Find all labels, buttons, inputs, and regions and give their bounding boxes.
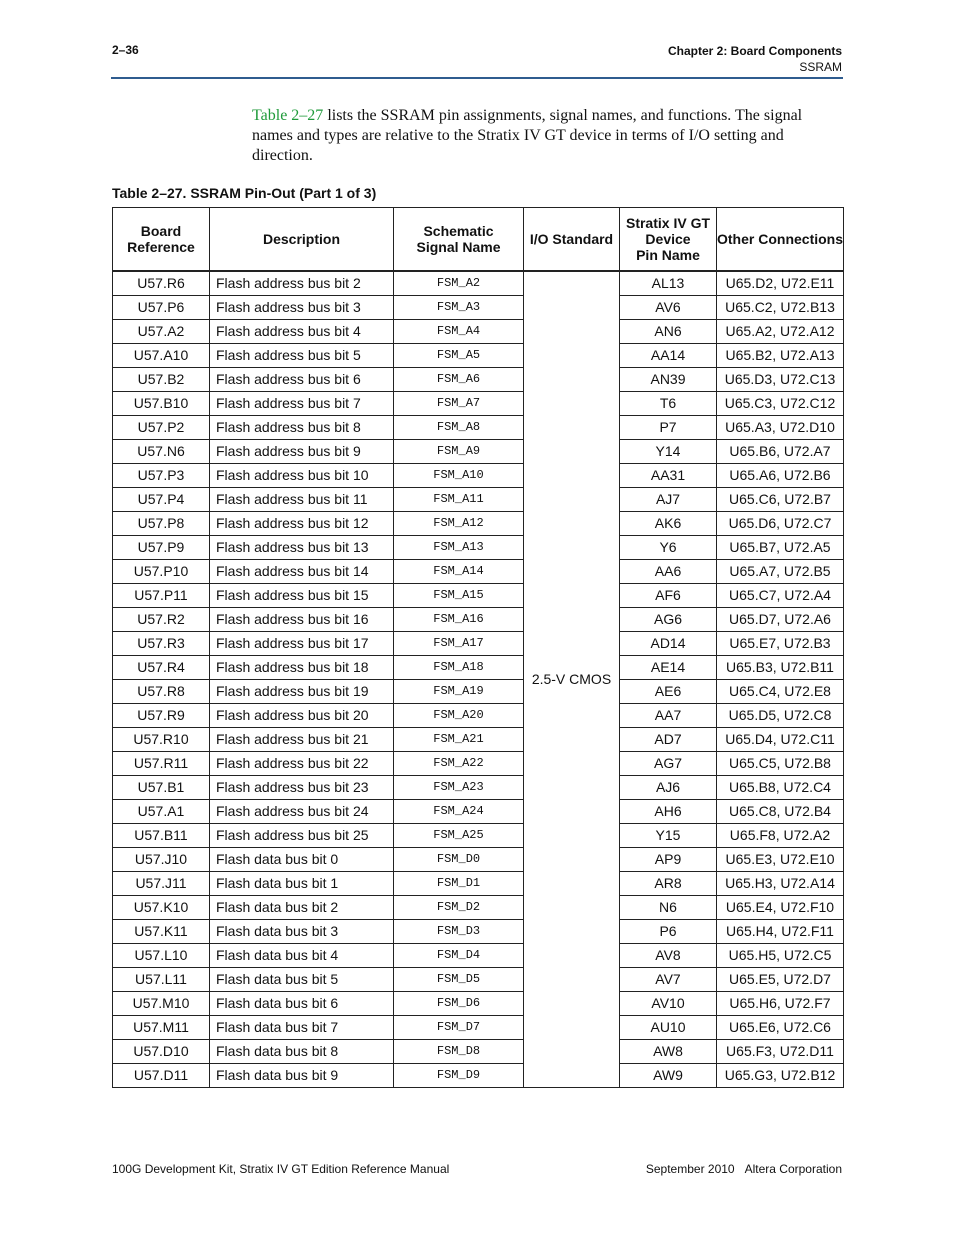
description-cell: Flash address bus bit 15 (210, 584, 394, 608)
description-cell: Flash address bus bit 19 (210, 680, 394, 704)
board-reference-cell: U57.A2 (113, 320, 210, 344)
table-row (113, 512, 844, 536)
other-connections-cell: U65.C3, U72.C12 (717, 392, 844, 416)
signal-name-cell: FSM_A19 (394, 680, 524, 704)
description-cell: Flash data bus bit 8 (210, 1040, 394, 1064)
other-connections-cell: U65.A3, U72.D10 (717, 416, 844, 440)
table-row (113, 968, 844, 992)
description-cell: Flash address bus bit 8 (210, 416, 394, 440)
table-body (113, 271, 844, 1088)
other-connections-cell: U65.H6, U72.F7 (717, 992, 844, 1016)
table-caption: Table 2–27. SSRAM Pin-Out (Part 1 of 3) (112, 185, 377, 201)
other-connections-cell: U65.E4, U72.F10 (717, 896, 844, 920)
device-pin-cell: AE6 (620, 680, 717, 704)
board-reference-cell: U57.R10 (113, 728, 210, 752)
table-row (113, 704, 844, 728)
section-title: SSRAM (799, 60, 842, 74)
description-cell: Flash address bus bit 6 (210, 368, 394, 392)
device-pin-cell: T6 (620, 392, 717, 416)
table-row (113, 320, 844, 344)
other-connections-cell: U65.F3, U72.D11 (717, 1040, 844, 1064)
table-header-row (113, 208, 844, 272)
device-pin-cell: AA7 (620, 704, 717, 728)
signal-name-cell: FSM_A7 (394, 392, 524, 416)
description-cell: Flash data bus bit 0 (210, 848, 394, 872)
signal-name-cell: FSM_D0 (394, 848, 524, 872)
signal-name-cell: FSM_A12 (394, 512, 524, 536)
other-connections-cell: U65.D6, U72.C7 (717, 512, 844, 536)
device-pin-cell: Y6 (620, 536, 717, 560)
other-connections-cell: U65.C5, U72.B8 (717, 752, 844, 776)
signal-name-cell: FSM_A9 (394, 440, 524, 464)
device-pin-cell: AW8 (620, 1040, 717, 1064)
device-pin-cell: N6 (620, 896, 717, 920)
device-pin-cell: AW9 (620, 1064, 717, 1088)
io-standard-cell: 2.5-V CMOS (524, 271, 620, 1088)
signal-name-cell: FSM_D7 (394, 1016, 524, 1040)
footer-date: September 2010 (645, 1162, 735, 1176)
table-row (113, 800, 844, 824)
other-connections-cell: U65.B3, U72.B11 (717, 656, 844, 680)
signal-name-cell: FSM_D8 (394, 1040, 524, 1064)
signal-name-cell: FSM_A4 (394, 320, 524, 344)
device-pin-cell: AU10 (620, 1016, 717, 1040)
table-row (113, 776, 844, 800)
table-row (113, 608, 844, 632)
description-cell: Flash address bus bit 22 (210, 752, 394, 776)
intro-text: lists the SSRAM pin assignments, signal names, and functions. The signal names and types are relative to the Stratix IV GT device in terms of I/O setting and direction. (252, 107, 803, 164)
col-header-board-reference: Board Reference (113, 208, 210, 272)
other-connections-cell: U65.G3, U72.B12 (717, 1064, 844, 1088)
table-row (113, 536, 844, 560)
board-reference-cell: U57.P11 (113, 584, 210, 608)
device-pin-cell: AN6 (620, 320, 717, 344)
other-connections-cell: U65.C7, U72.A4 (717, 584, 844, 608)
other-connections-cell: U65.B6, U72.A7 (717, 440, 844, 464)
other-connections-cell: U65.E5, U72.D7 (717, 968, 844, 992)
table-row (113, 1016, 844, 1040)
description-cell: Flash address bus bit 13 (210, 536, 394, 560)
device-pin-cell: Y15 (620, 824, 717, 848)
board-reference-cell: U57.R11 (113, 752, 210, 776)
device-pin-cell: Y14 (620, 440, 717, 464)
other-connections-cell: U65.D3, U72.C13 (717, 368, 844, 392)
device-pin-cell: AR8 (620, 872, 717, 896)
table-row (113, 464, 844, 488)
other-connections-cell: U65.B7, U72.A5 (717, 536, 844, 560)
device-pin-cell: AK6 (620, 512, 717, 536)
board-reference-cell: U57.P10 (113, 560, 210, 584)
device-pin-cell: P6 (620, 920, 717, 944)
running-header (668, 43, 842, 75)
board-reference-cell: U57.B1 (113, 776, 210, 800)
signal-name-cell: FSM_A13 (394, 536, 524, 560)
device-pin-cell: AE14 (620, 656, 717, 680)
device-pin-cell: AA6 (620, 560, 717, 584)
other-connections-cell: U65.F8, U72.A2 (717, 824, 844, 848)
table-row (113, 632, 844, 656)
signal-name-cell: FSM_A11 (394, 488, 524, 512)
board-reference-cell: U57.P2 (113, 416, 210, 440)
signal-name-cell: FSM_A5 (394, 344, 524, 368)
signal-name-cell: FSM_D3 (394, 920, 524, 944)
other-connections-cell: U65.H5, U72.C5 (717, 944, 844, 968)
ssram-pinout-table (112, 207, 844, 1088)
signal-name-cell: FSM_D1 (394, 872, 524, 896)
device-pin-cell: AV7 (620, 968, 717, 992)
description-cell: Flash address bus bit 20 (210, 704, 394, 728)
device-pin-cell: AA14 (620, 344, 717, 368)
signal-name-cell: FSM_A22 (394, 752, 524, 776)
description-cell: Flash address bus bit 16 (210, 608, 394, 632)
signal-name-cell: FSM_A23 (394, 776, 524, 800)
signal-name-cell: FSM_A21 (394, 728, 524, 752)
device-pin-cell: AJ6 (620, 776, 717, 800)
description-cell: Flash address bus bit 14 (210, 560, 394, 584)
other-connections-cell: U65.H3, U72.A14 (717, 872, 844, 896)
table-row (113, 944, 844, 968)
board-reference-cell: U57.B2 (113, 368, 210, 392)
signal-name-cell: FSM_D2 (394, 896, 524, 920)
board-reference-cell: U57.R6 (113, 271, 210, 296)
other-connections-cell: U65.C8, U72.B4 (717, 800, 844, 824)
table-row (113, 752, 844, 776)
table-row (113, 848, 844, 872)
board-reference-cell: U57.A10 (113, 344, 210, 368)
signal-name-cell: FSM_A2 (394, 271, 524, 296)
board-reference-cell: U57.K11 (113, 920, 210, 944)
table-row (113, 1064, 844, 1088)
chapter-title: Chapter 2: Board Components (667, 44, 842, 58)
board-reference-cell: U57.K10 (113, 896, 210, 920)
description-cell: Flash address bus bit 25 (210, 824, 394, 848)
device-pin-cell: AV8 (620, 944, 717, 968)
table-row (113, 488, 844, 512)
table-row (113, 560, 844, 584)
board-reference-cell: U57.J10 (113, 848, 210, 872)
board-reference-cell: U57.R8 (113, 680, 210, 704)
col-header-device-pin-name: Stratix IV GT Device Pin Name (620, 208, 717, 272)
table-xref-link[interactable]: Table 2–27 (252, 107, 324, 124)
table-row (113, 416, 844, 440)
table-row (113, 368, 844, 392)
signal-name-cell: FSM_A10 (394, 464, 524, 488)
other-connections-cell: U65.D5, U72.C8 (717, 704, 844, 728)
signal-name-cell: FSM_A24 (394, 800, 524, 824)
signal-name-cell: FSM_D4 (394, 944, 524, 968)
board-reference-cell: U57.L10 (113, 944, 210, 968)
description-cell: Flash data bus bit 5 (210, 968, 394, 992)
description-cell: Flash address bus bit 9 (210, 440, 394, 464)
table-row (113, 872, 844, 896)
description-cell: Flash address bus bit 23 (210, 776, 394, 800)
table-row (113, 344, 844, 368)
board-reference-cell: U57.R4 (113, 656, 210, 680)
other-connections-cell: U65.A7, U72.B5 (717, 560, 844, 584)
board-reference-cell: U57.P8 (113, 512, 210, 536)
table-row (113, 728, 844, 752)
signal-name-cell: FSM_A16 (394, 608, 524, 632)
other-connections-cell: U65.C6, U72.B7 (717, 488, 844, 512)
signal-name-cell: FSM_D9 (394, 1064, 524, 1088)
board-reference-cell: U57.P9 (113, 536, 210, 560)
table-row (113, 296, 844, 320)
device-pin-cell: AD7 (620, 728, 717, 752)
description-cell: Flash address bus bit 2 (210, 271, 394, 296)
other-connections-cell: U65.B2, U72.A13 (717, 344, 844, 368)
board-reference-cell: U57.D10 (113, 1040, 210, 1064)
intro-paragraph (252, 106, 844, 166)
other-connections-cell: U65.E7, U72.B3 (717, 632, 844, 656)
description-cell: Flash address bus bit 12 (210, 512, 394, 536)
footer-right (646, 1162, 842, 1176)
table-row (113, 584, 844, 608)
other-connections-cell: U65.H4, U72.F11 (717, 920, 844, 944)
device-pin-cell: AG6 (620, 608, 717, 632)
device-pin-cell: AD14 (620, 632, 717, 656)
board-reference-cell: U57.R2 (113, 608, 210, 632)
other-connections-cell: U65.A6, U72.B6 (717, 464, 844, 488)
other-connections-cell: U65.D4, U72.C11 (717, 728, 844, 752)
table-row (113, 392, 844, 416)
device-pin-cell: AA31 (620, 464, 717, 488)
board-reference-cell: U57.J11 (113, 872, 210, 896)
board-reference-cell: U57.B10 (113, 392, 210, 416)
table-row (113, 271, 844, 296)
device-pin-cell: AP9 (620, 848, 717, 872)
col-header-io-standard: I/O Standard (524, 208, 620, 272)
description-cell: Flash address bus bit 10 (210, 464, 394, 488)
signal-name-cell: FSM_A18 (394, 656, 524, 680)
signal-name-cell: FSM_A20 (394, 704, 524, 728)
device-pin-cell: AF6 (620, 584, 717, 608)
board-reference-cell: U57.R3 (113, 632, 210, 656)
description-cell: Flash address bus bit 4 (210, 320, 394, 344)
col-header-schematic-signal-name: Schematic Signal Name (394, 208, 524, 272)
board-reference-cell: U57.P6 (113, 296, 210, 320)
description-cell: Flash data bus bit 6 (210, 992, 394, 1016)
device-pin-cell: AL13 (620, 271, 717, 296)
description-cell: Flash data bus bit 2 (210, 896, 394, 920)
description-cell: Flash data bus bit 9 (210, 1064, 394, 1088)
other-connections-cell: U65.D2, U72.E11 (717, 271, 844, 296)
signal-name-cell: FSM_A17 (394, 632, 524, 656)
description-cell: Flash address bus bit 17 (210, 632, 394, 656)
signal-name-cell: FSM_A6 (394, 368, 524, 392)
board-reference-cell: U57.M11 (113, 1016, 210, 1040)
signal-name-cell: FSM_A8 (394, 416, 524, 440)
description-cell: Flash address bus bit 11 (210, 488, 394, 512)
other-connections-cell: U65.E6, U72.C6 (717, 1016, 844, 1040)
other-connections-cell: U65.C4, U72.E8 (717, 680, 844, 704)
page-number: 2–36 (112, 43, 139, 57)
description-cell: Flash data bus bit 7 (210, 1016, 394, 1040)
table-row (113, 656, 844, 680)
board-reference-cell: U57.A1 (113, 800, 210, 824)
signal-name-cell: FSM_A25 (394, 824, 524, 848)
board-reference-cell: U57.P3 (113, 464, 210, 488)
other-connections-cell: U65.A2, U72.A12 (717, 320, 844, 344)
description-cell: Flash address bus bit 5 (210, 344, 394, 368)
device-pin-cell: AV6 (620, 296, 717, 320)
signal-name-cell: FSM_D5 (394, 968, 524, 992)
footer-manual-title: 100G Development Kit, Stratix IV GT Edition Reference Manual (112, 1162, 450, 1176)
board-reference-cell: U57.M10 (113, 992, 210, 1016)
device-pin-cell: AV10 (620, 992, 717, 1016)
description-cell: Flash data bus bit 4 (210, 944, 394, 968)
signal-name-cell: FSM_A14 (394, 560, 524, 584)
device-pin-cell: P7 (620, 416, 717, 440)
table-row (113, 824, 844, 848)
description-cell: Flash address bus bit 7 (210, 392, 394, 416)
device-pin-cell: AJ7 (620, 488, 717, 512)
other-connections-cell: U65.B8, U72.C4 (717, 776, 844, 800)
board-reference-cell: U57.R9 (113, 704, 210, 728)
table-row (113, 440, 844, 464)
signal-name-cell: FSM_A15 (394, 584, 524, 608)
board-reference-cell: U57.P4 (113, 488, 210, 512)
description-cell: Flash data bus bit 3 (210, 920, 394, 944)
board-reference-cell: U57.L11 (113, 968, 210, 992)
table-row (113, 1040, 844, 1064)
device-pin-cell: AN39 (620, 368, 717, 392)
other-connections-cell: U65.C2, U72.B13 (717, 296, 844, 320)
col-header-other-connections: Other Connections (717, 208, 844, 272)
footer-company: Altera Corporation (744, 1162, 842, 1176)
board-reference-cell: U57.N6 (113, 440, 210, 464)
board-reference-cell: U57.B11 (113, 824, 210, 848)
other-connections-cell: U65.E3, U72.E10 (717, 848, 844, 872)
description-cell: Flash data bus bit 1 (210, 872, 394, 896)
other-connections-cell: U65.D7, U72.A6 (717, 608, 844, 632)
signal-name-cell: FSM_D6 (394, 992, 524, 1016)
board-reference-cell: U57.D11 (113, 1064, 210, 1088)
col-header-description: Description (210, 208, 394, 272)
description-cell: Flash address bus bit 21 (210, 728, 394, 752)
table-row (113, 920, 844, 944)
header-rule (111, 77, 843, 79)
description-cell: Flash address bus bit 24 (210, 800, 394, 824)
table-row (113, 992, 844, 1016)
table-row (113, 896, 844, 920)
device-pin-cell: AG7 (620, 752, 717, 776)
description-cell: Flash address bus bit 3 (210, 296, 394, 320)
device-pin-cell: AH6 (620, 800, 717, 824)
signal-name-cell: FSM_A3 (394, 296, 524, 320)
description-cell: Flash address bus bit 18 (210, 656, 394, 680)
table-row (113, 680, 844, 704)
